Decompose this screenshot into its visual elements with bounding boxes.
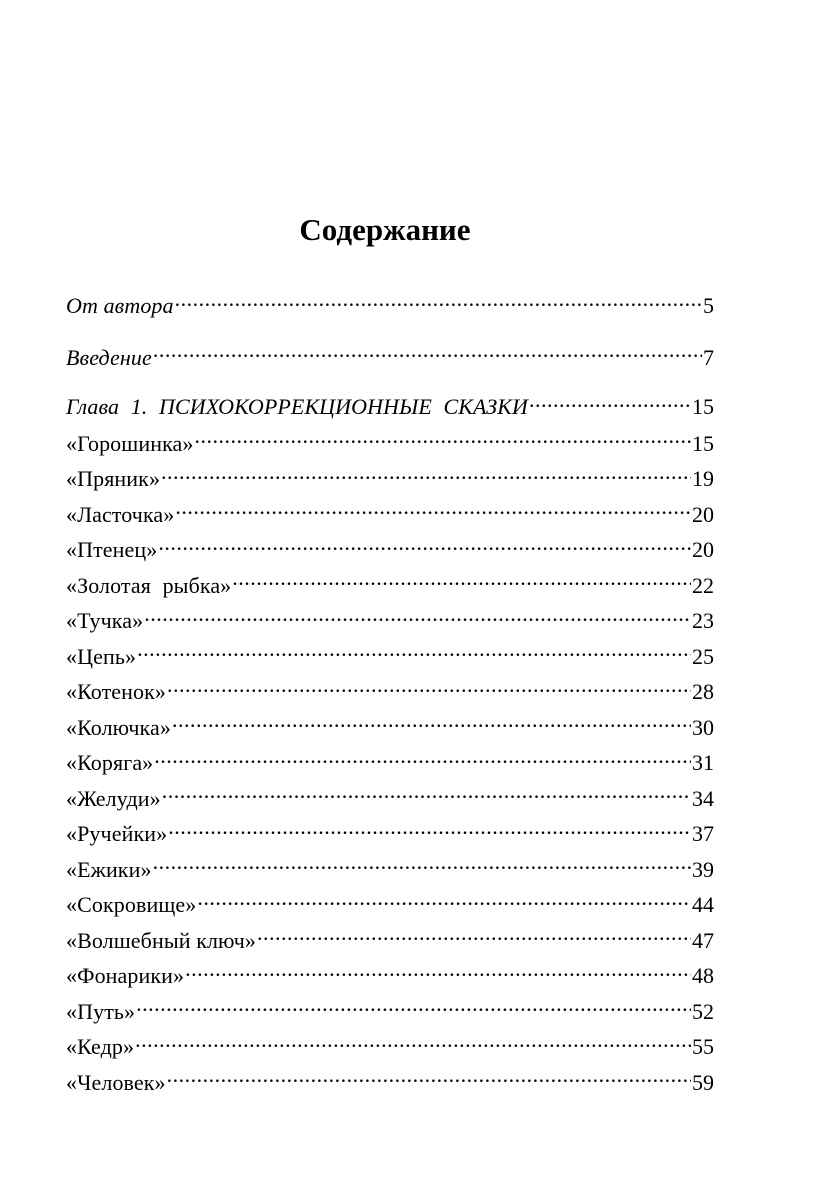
toc-dot-leader (167, 677, 691, 699)
toc-dot-leader (161, 464, 691, 486)
toc-entry-page: 31 (692, 750, 714, 775)
toc-entry[interactable] (66, 887, 714, 923)
toc-entry-page: 37 (692, 821, 714, 846)
toc-dot-leader (175, 291, 702, 313)
toc-entry-label: «Колючка» (66, 714, 171, 740)
toc-entry-label: «Коряга» (66, 750, 154, 775)
toc-entry-label: От автора (66, 293, 174, 318)
toc-entry-label: «Волшебный ключ» (66, 927, 257, 953)
toc-entry-page: 28 (692, 679, 714, 704)
toc-entry-page: 15 (692, 394, 714, 419)
toc-entry[interactable] (66, 816, 714, 852)
toc-entry[interactable] (66, 1029, 714, 1065)
toc-entry-chapter-1[interactable] (66, 389, 714, 425)
table-of-contents (66, 288, 714, 1100)
toc-entry-label: Глава 1. ПСИХОКОРРЕКЦИОННЫЕ СКАЗКИ (66, 394, 528, 419)
toc-dot-leader (162, 784, 691, 806)
toc-entry[interactable] (66, 745, 714, 781)
toc-dot-leader (153, 855, 691, 877)
toc-entry[interactable] (66, 781, 714, 817)
toc-entry-page: 48 (692, 963, 714, 988)
toc-entry-page: 44 (692, 892, 714, 917)
toc-entry-label: «Котенок» (66, 679, 167, 704)
toc-entry-page: 5 (703, 293, 714, 318)
toc-dot-leader (232, 571, 691, 593)
toc-entry-page: 20 (692, 501, 714, 527)
toc-dot-leader (144, 606, 691, 628)
toc-entry[interactable] (66, 568, 714, 604)
toc-entry-label: «Кедр» (66, 1034, 135, 1059)
toc-entry[interactable] (66, 461, 714, 497)
toc-entry-label: «Цепь» (66, 643, 137, 669)
toc-dot-leader (185, 961, 691, 983)
toc-dot-leader (257, 926, 691, 948)
toc-dot-leader (172, 713, 691, 735)
toc-dot-leader (153, 343, 702, 365)
toc-dot-leader (529, 392, 691, 414)
toc-entry[interactable] (66, 1065, 714, 1101)
toc-entry-page: 23 (692, 608, 714, 633)
toc-entry-label: «Фонарики» (66, 963, 185, 988)
toc-entry-page: 22 (692, 572, 714, 598)
toc-dot-leader (135, 1032, 691, 1054)
toc-dot-leader (197, 890, 691, 912)
toc-entry-label: «Путь» (66, 998, 136, 1024)
toc-entry[interactable] (66, 923, 714, 959)
toc-entry[interactable] (66, 994, 714, 1030)
toc-entry-label: «Человек» (66, 1069, 166, 1095)
toc-dot-leader (136, 997, 691, 1019)
toc-entry[interactable] (66, 497, 714, 533)
toc-entry-from-author[interactable] (66, 288, 714, 324)
toc-entry-page: 7 (703, 344, 714, 370)
toc-dot-leader (167, 1068, 691, 1090)
toc-entry-label: «Ручейки» (66, 821, 168, 846)
toc-entry-label: «Пряник» (66, 466, 161, 491)
toc-dot-leader (168, 819, 691, 841)
toc-entry-label: «Ласточка» (66, 501, 175, 527)
toc-entry-label: «Ежики» (66, 856, 152, 882)
toc-entry-label: «Желуди» (66, 785, 161, 811)
toc-entry-page: 52 (692, 998, 714, 1024)
toc-dot-leader (154, 748, 691, 770)
toc-entry-page: 20 (692, 537, 714, 562)
toc-entry-label: Введение (66, 344, 152, 370)
toc-entry-page: 39 (692, 856, 714, 882)
toc-entry-page: 30 (692, 714, 714, 740)
toc-entry-page: 25 (692, 643, 714, 669)
toc-entry-label: «Тучка» (66, 608, 144, 633)
toc-entry[interactable] (66, 958, 714, 994)
toc-dot-leader (158, 535, 691, 557)
toc-entry[interactable] (66, 710, 714, 746)
toc-entry-label: «Горошинка» (66, 430, 194, 456)
toc-entry[interactable] (66, 852, 714, 888)
toc-entry-label: «Сокровище» (66, 892, 197, 917)
toc-entry-introduction[interactable] (66, 340, 714, 376)
toc-dot-leader (175, 500, 691, 522)
toc-entry-label: «Золотая рыбка» (66, 572, 232, 598)
toc-title: Содержание (299, 212, 471, 247)
toc-dot-leader (137, 642, 691, 664)
toc-entry-page: 34 (692, 785, 714, 811)
toc-entry[interactable] (66, 426, 714, 462)
toc-entry-page: 15 (692, 430, 714, 456)
toc-entry[interactable] (66, 603, 714, 639)
toc-entry-page: 47 (692, 927, 714, 953)
toc-entry-page: 55 (692, 1034, 714, 1059)
toc-entry[interactable] (66, 639, 714, 675)
toc-dot-leader (195, 429, 692, 451)
toc-entry-page: 19 (692, 466, 714, 491)
toc-entry[interactable] (66, 532, 714, 568)
toc-entry[interactable] (66, 674, 714, 710)
toc-entry-label: «Птенец» (66, 537, 158, 562)
toc-entry-page: 59 (692, 1069, 714, 1095)
